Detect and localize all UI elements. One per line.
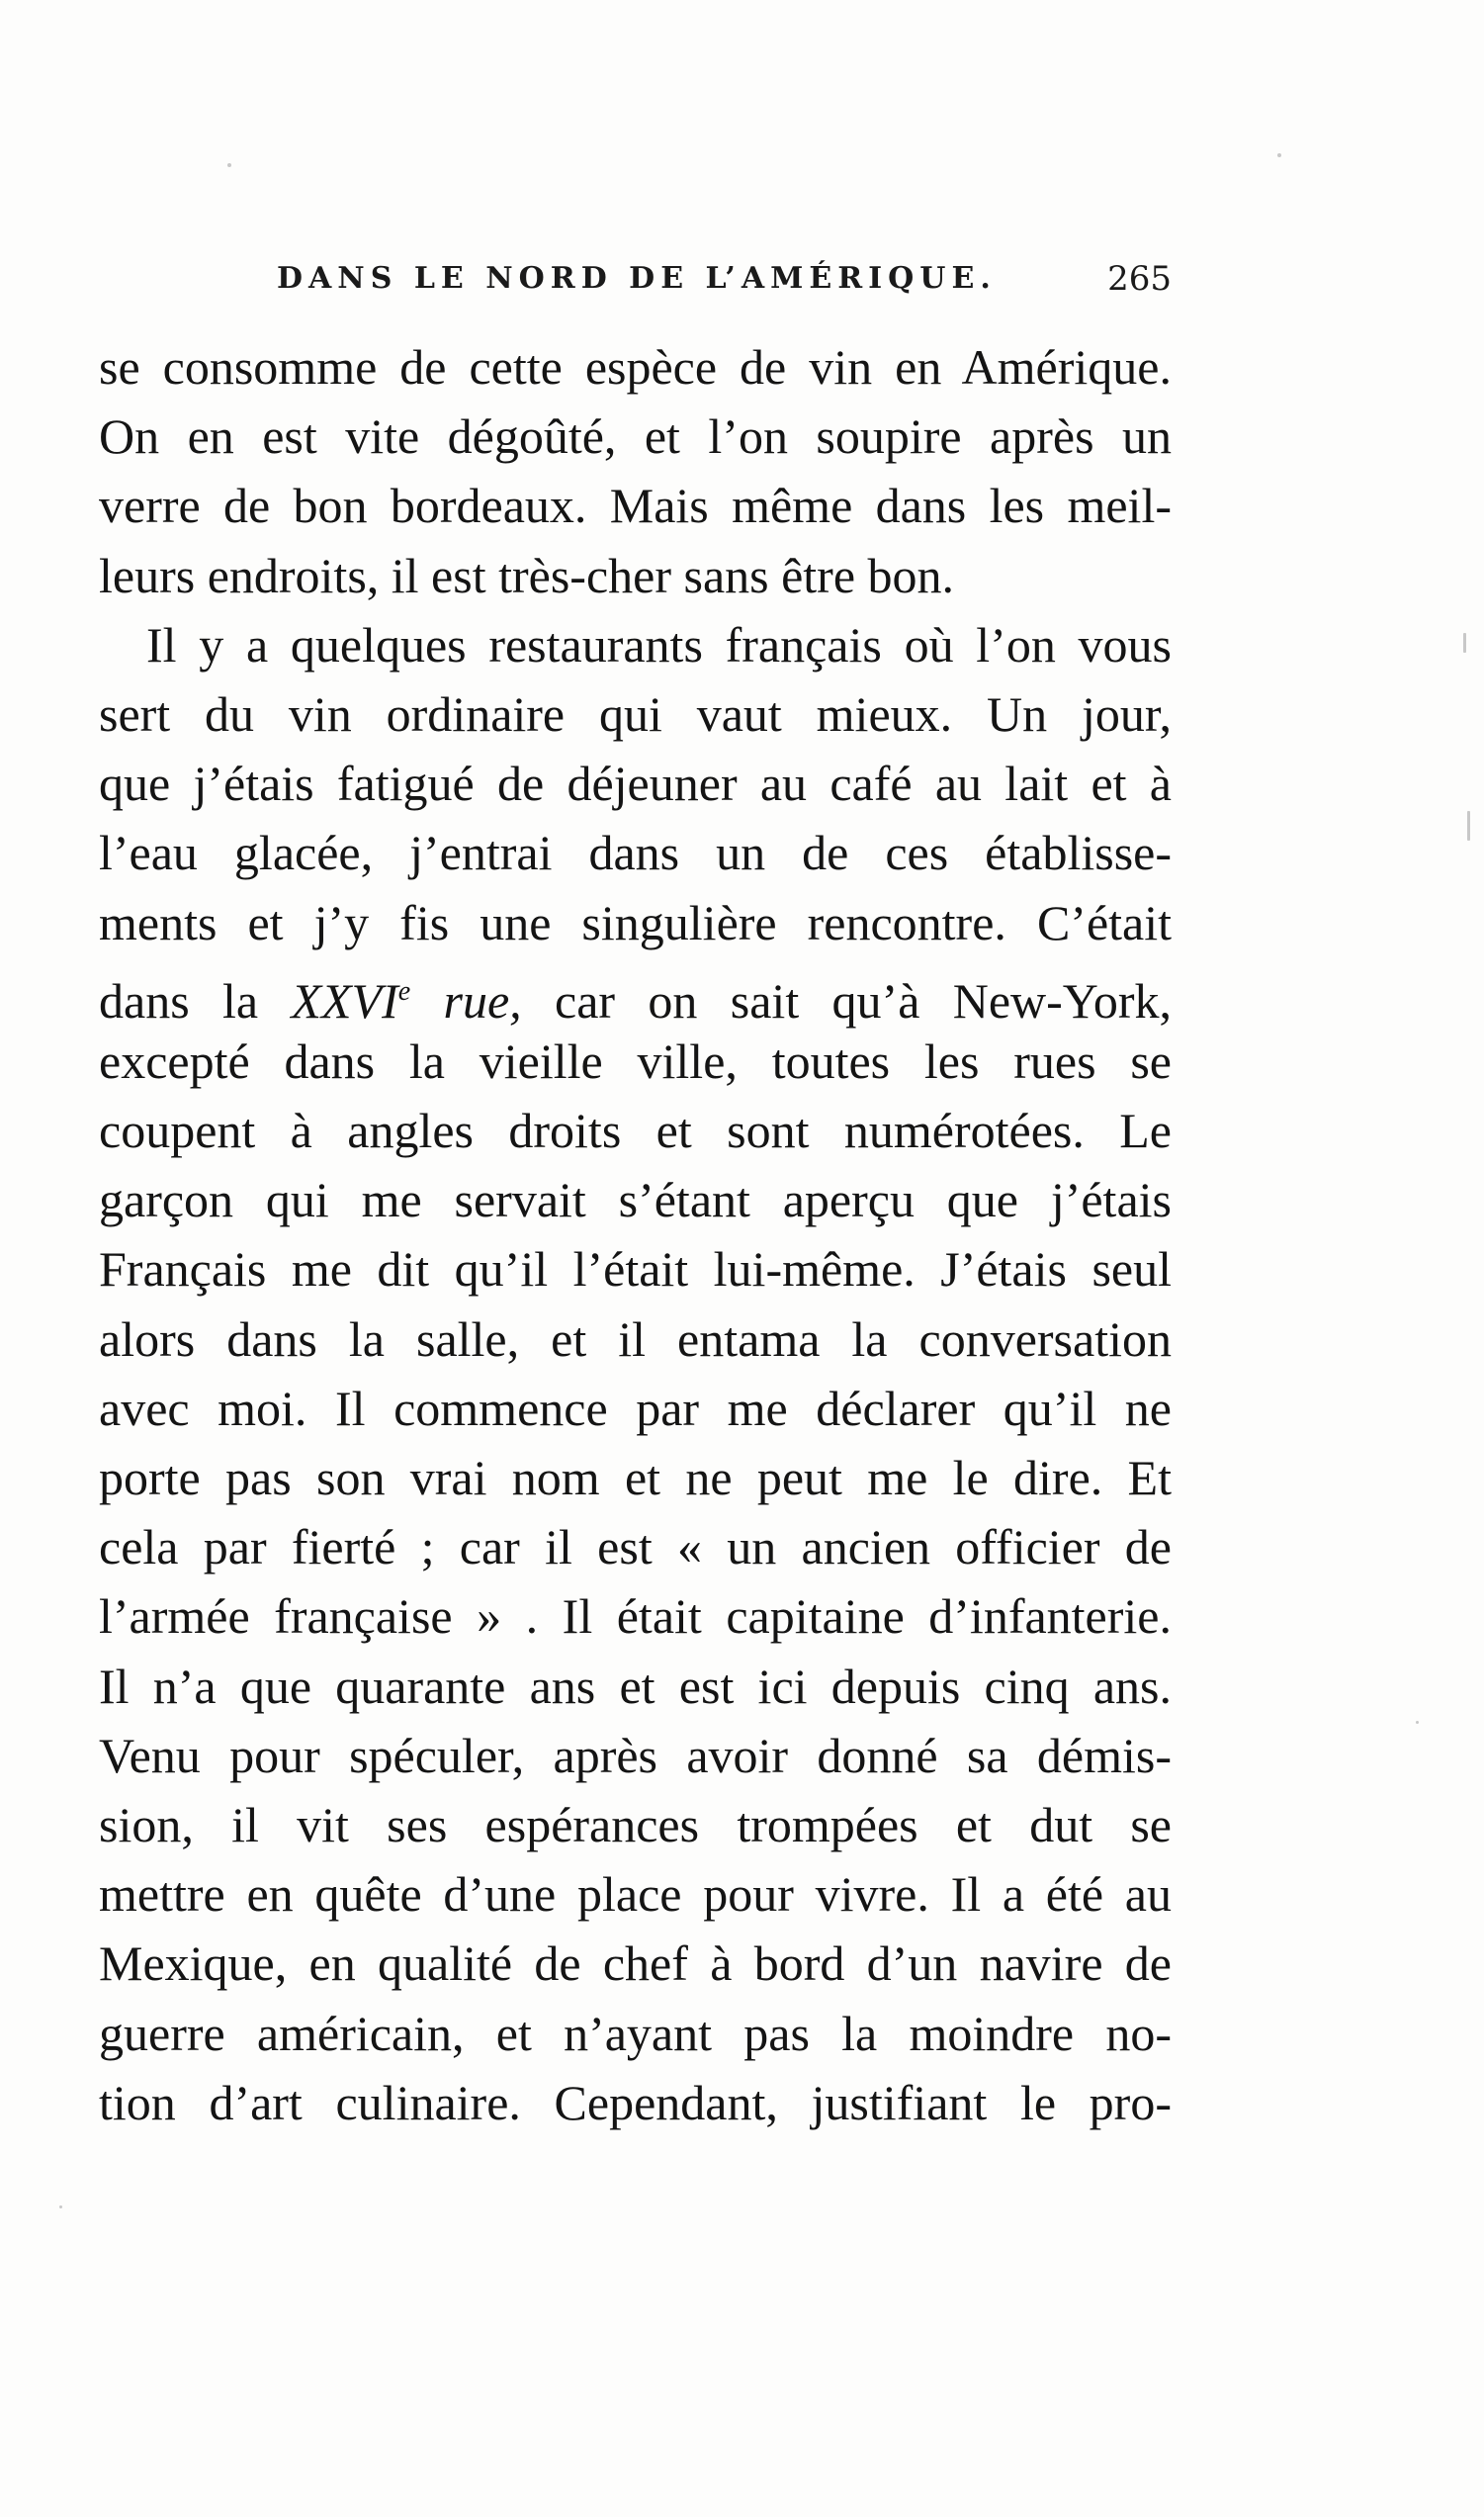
paper-speck xyxy=(1467,811,1470,841)
running-head xyxy=(99,255,1172,305)
text-line: mettre en quête d’une place pour vivre. Il a été au xyxy=(99,1866,1172,1923)
text-line: cela par fierté ; car il est « un ancien officier de xyxy=(99,1519,1172,1575)
text-line: l’eau glacée, j’entrai dans un de ces établisse- xyxy=(99,825,1172,881)
paper-speck xyxy=(1416,1721,1419,1724)
text-line: alors dans la salle, et il entama la conversation xyxy=(99,1310,1172,1367)
text-line: Il y a quelques restaurants français où l’on vous xyxy=(146,616,1172,673)
text-line: Il n’a que quarante ans et est ici depuis cinq ans. xyxy=(99,1658,1172,1714)
running-title: DANS LE NORD DE L’AMÉRIQUE. xyxy=(277,261,997,296)
paper-speck xyxy=(227,163,231,167)
text-line: verre de bon bordeaux. Mais même dans les meil- xyxy=(99,478,1172,534)
text-line: guerre américain, et n’ayant pas la moindre no- xyxy=(99,2005,1172,2061)
text-line: Mexique, en qualité de chef à bord d’un navire de xyxy=(99,1935,1172,1992)
body-text xyxy=(99,332,1172,2137)
paper-speck xyxy=(59,2205,62,2208)
text-line: avec moi. Il commence par me déclarer qu’il ne xyxy=(99,1380,1172,1436)
text-line: Français me dit qu’il l’était lui-même. J’étais seul xyxy=(99,1241,1172,1298)
paper-speck xyxy=(1463,633,1466,653)
text-line-street xyxy=(99,957,1172,1027)
street-word-italic: rue, xyxy=(443,972,522,1029)
text-line: Venu pour spéculer, après avoir donné sa démis- xyxy=(99,1727,1172,1783)
text-line: sert du vin ordinaire qui vaut mieux. Un jour, xyxy=(99,685,1172,742)
text-line: ments et j’y fis une singulière rencontre. C’était xyxy=(99,894,1172,950)
line-end: car on sait qu’à New-York, xyxy=(555,972,1173,1029)
text-line: garçon qui me servait s’étant aperçu que j’étais xyxy=(99,1172,1172,1228)
text-line: On en est vite dégoûté, et l’on soupire après un xyxy=(99,408,1172,465)
line-start: dans la xyxy=(99,972,259,1029)
text-line: coupent à angles droits et sont numérotées. Le xyxy=(99,1103,1172,1159)
paper-speck xyxy=(1277,153,1281,157)
text-line: leurs endroits, il est très-cher sans être bon. xyxy=(99,547,955,603)
page-number: 265 xyxy=(1107,259,1172,299)
text-line: l’armée française » . Il était capitaine d’infanterie. xyxy=(99,1588,1172,1645)
text-line: se consomme de cette espèce de vin en Amérique. xyxy=(99,339,1172,395)
text-line: sion, il vit ses espérances trompées et dut se xyxy=(99,1796,1172,1852)
street-number-superscript: e xyxy=(397,975,411,1007)
street-number-italic: XXVI xyxy=(291,972,398,1029)
text-line: que j’étais fatigué de déjeuner au café au lait et à xyxy=(99,756,1172,812)
text-line: tion d’art culinaire. Cependant, justifiant le pro- xyxy=(99,2074,1172,2130)
text-line: porte pas son vrai nom et ne peut me le dire. Et xyxy=(99,1450,1172,1505)
text-line: excepté dans la vieille ville, toutes les rues se xyxy=(99,1033,1172,1089)
